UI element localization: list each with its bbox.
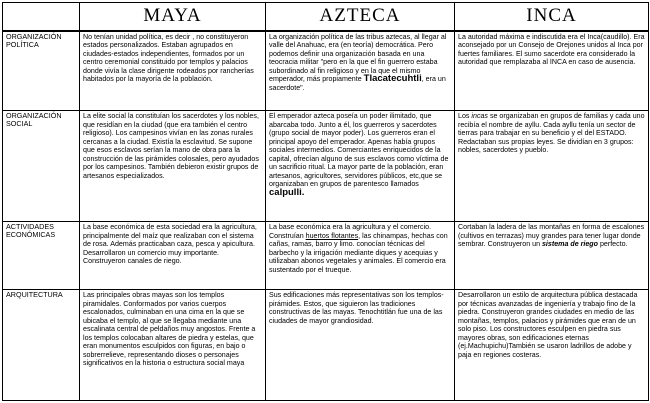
emphasis-run: pirámides colosales (145, 154, 208, 163)
text-run: , pero ayudados por los campesinos. También debieron existir grupos de (83, 154, 259, 171)
emphasis-run: huertos flotantes (305, 231, 359, 240)
column-header-azteca: AZTECA (266, 3, 455, 31)
text-run: . (546, 146, 549, 154)
emphasis-run: guerreros (364, 120, 395, 129)
comparison-table (2, 2, 649, 401)
emphasis-run: esclavitud (182, 137, 215, 146)
text-run: . Era aconsejado por un (458, 32, 645, 49)
text-run: . Además practicaban (106, 240, 177, 248)
text-run: y (208, 333, 216, 342)
emphasis-run: sistema de rosa (83, 231, 254, 248)
row-organizacion-social (3, 111, 649, 222)
emphasis-run: comercio (137, 248, 167, 257)
cell-azteca (266, 222, 455, 290)
column-header-inca: INCA (455, 3, 649, 31)
emphasis-run: ayllu (562, 120, 577, 129)
text-run: era sustentado por el trueque. (269, 257, 446, 274)
emphasis-run: canales de riego (127, 257, 180, 265)
emphasis-run: cultivos en terrazas (460, 231, 522, 240)
emphasis-run: No (83, 32, 93, 41)
text-run: se organizaban en grupos de familias y cada uno recibía el nombre de (458, 112, 645, 129)
cell-inca (455, 222, 649, 290)
emphasis-run: caza, pesca (176, 240, 215, 248)
row-arquitectura (3, 290, 649, 401)
text-run: (ej.Machupichu)También se usaron ladrillos de adobe y paja en regiones costeras. (458, 342, 632, 359)
text-run: , hechas con cañas, ramas, barro y limo. conocían técnicas del (269, 231, 448, 248)
text-run: ) muy grandes para tener lugar donde sembrar. Construyeron un (458, 231, 641, 248)
text-run: Cortaban la ladera de las montañas en forma de escalones ( (458, 223, 645, 240)
emphasis-run: maíz (142, 231, 158, 240)
emphasis-run: calpulli. (269, 186, 305, 198)
row-label: ORGANIZACIÓN POLÍTICA (3, 31, 80, 111)
text-run: y (217, 112, 225, 120)
emphasis-run: templos piramidales (83, 291, 225, 308)
row-organizacion-politica (3, 31, 649, 111)
row-label: ARQUITECTURA (3, 290, 80, 401)
emphasis-run: barbecho (269, 248, 299, 257)
cell-maya (80, 222, 266, 290)
emphasis-run: Inca (617, 41, 631, 49)
text-run: , las (358, 231, 374, 240)
text-run: La elite social la constituían (83, 112, 172, 120)
emphasis-run: apicultura (222, 240, 253, 248)
text-run: "pero en la que el fin guerrero estaba subordinado al fin religioso y en la que el mismo emperador, más propiamente (269, 58, 438, 83)
emphasis-run: chinampas (373, 231, 408, 240)
text-run: . Estos, que siguieron las tradiciones constructivas de las mayas. (269, 299, 416, 316)
emphasis-run: ESTADO (596, 129, 625, 137)
cell-inca (455, 31, 649, 111)
text-run: , que residían en la ciudad (que era también el centro religioso). Los (83, 112, 259, 137)
row-actividades-economicas (3, 222, 649, 290)
header-corner-cell (3, 3, 80, 31)
row-label: ACTIVIDADES ECONÓMICAS (3, 222, 80, 290)
emphasis-run: los nobles (224, 112, 257, 120)
cell-maya (80, 111, 266, 222)
text-run: (grupo social de mayor poder). Los guerreros eran el principal apoyo del emperador. Apenas había grupos sociales intermedios. Comerciantes enriquecidos de la capital, ofrecían alguno de sus esclavos como víctima de un sacrificio ritual. La mayor parte de la población, eran artesanos, agricultores, servidores públicos, etc,que se organizaban en grupos de parentesco llamados (269, 129, 449, 188)
text-run: tenían (92, 32, 116, 41)
text-run: . (162, 171, 165, 180)
text-run: , templos, palacios y pirámides que eran de un solo piso. Los constructores esculpen en piedra sus mayores obras, son (458, 316, 636, 342)
cell-inca (455, 290, 649, 401)
text-run: . Se supone que esos esclavos serían la mano de obra para la construcción de las (83, 137, 253, 163)
emphasis-run: edificaciones eternas (522, 333, 589, 342)
emphasis-run: unidad política (115, 32, 162, 41)
text-run: La organización política de las tribus aztecas, al llegar al valle del Anahuac, era (en teoría) democrática. Pero podemos definir una organización basada en una (269, 32, 447, 58)
cell-inca (455, 111, 649, 222)
text-run: y la (298, 248, 314, 257)
emphasis-run: ayllu (524, 120, 540, 129)
emphasis-run: los sacerdotes (171, 112, 218, 120)
emphasis-run: Tenochtitlán (357, 308, 396, 316)
emphasis-run: Consejo de Orejones (518, 41, 585, 49)
cell-maya (80, 31, 266, 111)
text-run: vivían en las zonas rurales cercanas a la ciudad. Existía la (83, 129, 253, 146)
emphasis-run: altares de piedra (155, 333, 209, 342)
emphasis-run: Inca(caudillo) (587, 32, 630, 41)
emphasis-run: Tlacatecuhtli (363, 73, 422, 84)
text-run: , que eran monumentos esculpidos con figuras, en bajo o sobrerrelieve, representando dioses o personajes significativos en la historia o estructura social maya (83, 333, 254, 367)
text-run: Sus edificaciones más representativas son los (269, 291, 417, 299)
text-run: , es decir , no constituyeron estados personalizados. Estaban agrupados (83, 32, 249, 49)
text-run: Desarrollaron un estilo de arquitectura pública destacada por técnicas avanzadas de ingeniería y trabajo fino de la piedra. (458, 291, 638, 316)
text-run: tenía un sector de tierras para trabajar en su beneficio y el del (458, 120, 636, 137)
text-run: . Desarrollaron un (83, 240, 255, 257)
cell-azteca (266, 290, 455, 401)
text-run: Los (458, 112, 472, 120)
emphasis-run: incas (471, 112, 488, 120)
emphasis-run: artesanos especializados (83, 171, 163, 180)
text-run: . Cada (539, 120, 563, 129)
emphasis-run: irrigación mediante diques y acequias (313, 248, 433, 257)
cell-azteca (266, 31, 455, 111)
column-header-maya: MAYA (80, 3, 266, 31)
emphasis-run: nobles, sacerdotes (458, 146, 518, 154)
text-run: y (394, 120, 402, 129)
emphasis-run: campesinos (129, 129, 167, 137)
text-run: que realizaban con el (157, 231, 230, 240)
emphasis-run: Construyeron grandes ciudades en medio de las montañas (458, 308, 635, 325)
emphasis-run: estelas (215, 333, 238, 342)
text-run: Las principales obras mayas son los (83, 291, 200, 299)
emphasis-run: sistema de riego (541, 240, 598, 248)
text-run: El emperador azteca poseía un poder ilimitado, que abarcaba todo. Junto a él, los (269, 112, 432, 129)
text-run: muy importante. Construyeron (83, 248, 220, 265)
emphasis-run: en ciudades-estados independientes (83, 41, 233, 58)
text-run: . Conformados por varios cuerpos escalonados, culminaban en una cima en la que se ubicaba el templo, al que se llegaba mediante una escalinata central de peldaños muy angostos. Frente a los templos colocaban (83, 299, 256, 342)
text-run: . Redactaban sus propias leyes. Se dividían en 3 grupos: (458, 129, 634, 146)
text-run: y utilizaban abonos vegetales y animales. El (269, 248, 438, 265)
text-run: La autoridad máxima e indiscutida era el (458, 32, 588, 41)
emphasis-run: pueblo (525, 146, 547, 154)
text-run: por fuertes familiares. El sumo sacerdote era considerado la autoridad que remplazaba al INCA en caso de ausencia. (458, 41, 643, 66)
text-run: perfecto. (597, 240, 628, 248)
header-row (3, 3, 649, 31)
cell-azteca (266, 111, 455, 222)
emphasis-run: sacerdotes (401, 120, 437, 129)
text-run: unidos al (585, 41, 618, 49)
text-run: fue una de las ciudades de mayor grandiosidad. (269, 308, 443, 325)
emphasis-run: teocracia militar (269, 58, 319, 66)
text-run: y (517, 146, 526, 154)
cell-maya (80, 290, 266, 401)
text-run: , era un sacerdote". (269, 75, 446, 92)
text-run: . (179, 257, 182, 265)
emphasis-run: comercio (404, 257, 434, 265)
emphasis-run: templos-pirámides (269, 291, 444, 308)
row-label: ORGANIZACIÓN SOCIAL (3, 111, 80, 222)
text-run: y (214, 240, 223, 248)
text-run: , formados por un centro ceremonial constituido por templos y palacios donde vivía la clase dirigente rodeados por rancherías habitados por la mayoría de la población. (83, 49, 254, 83)
text-run: La base económica era la agricultura y el comercio. Construían (269, 223, 432, 240)
text-run: La base económica de esta sociedad era la agricultura, principalmente del (83, 223, 257, 240)
